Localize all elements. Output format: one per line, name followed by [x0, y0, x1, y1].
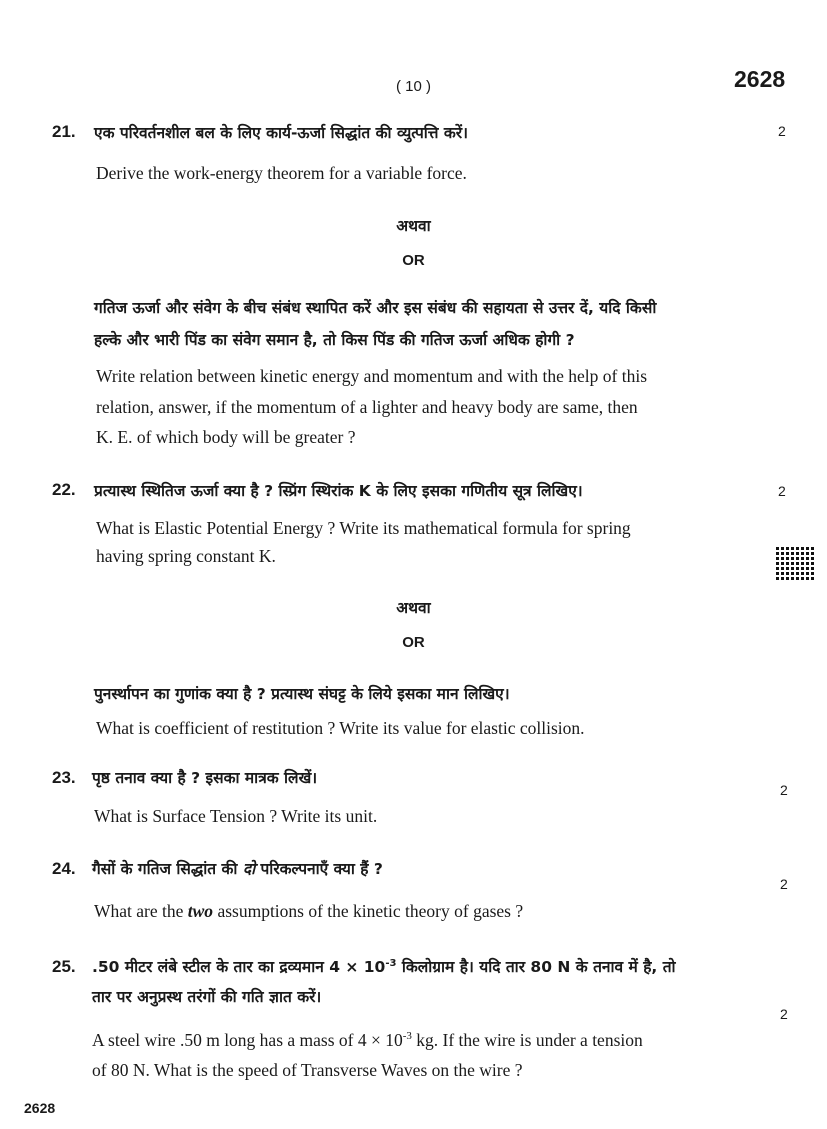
text: kg. If the wire is under a tension: [411, 1030, 643, 1050]
paper-code: 2628: [734, 66, 786, 92]
question-number: 23.: [52, 768, 76, 787]
question-english: What is Elastic Potential Energy ? Write its mathematical formula for spring: [96, 518, 631, 538]
alt-english: What is coefficient of restitution ? Write its value for elastic collision.: [96, 718, 585, 738]
page-number: ( 10 ): [395, 78, 431, 95]
text: What are the: [94, 901, 184, 921]
question-hindi: प्रत्यास्थ स्थितिज ऊर्जा क्या है ? स्प्रिंग स्थिरांक K के लिए इसका गणितीय सूत्र लिखिए।: [94, 482, 583, 500]
question-english: [94, 901, 523, 922]
alt-english-line: relation, answer, if the momentum of a lighter and heavy body are same, then: [96, 397, 638, 417]
superscript: -3: [385, 957, 397, 969]
alt-hindi-line: गतिज ऊर्जा और संवेग के बीच संबंध स्थापित करें और इस संबंध की सहायता से उत्तर दें, यदि किसी: [94, 299, 657, 317]
text: परिकल्पनाएँ क्या हैं ?: [260, 860, 383, 878]
question-english: [92, 1030, 643, 1051]
question-number: 25.: [52, 957, 76, 976]
question-english: having spring constant K.: [96, 546, 276, 566]
marks: 2: [778, 123, 786, 139]
emphasis: two: [187, 901, 214, 921]
alt-english-line: K. E. of which body will be greater ?: [96, 427, 356, 447]
marks: 2: [780, 876, 788, 892]
marks: 2: [780, 1006, 788, 1022]
question-hindi: पृष्ठ तनाव क्या है ? इसका मात्रक लिखें।: [92, 769, 318, 787]
text: assumptions of the kinetic theory of gases ?: [217, 901, 524, 921]
question-hindi: [92, 857, 383, 879]
footer-paper-code: 2628: [24, 1100, 56, 1116]
text: A steel wire .50 m long has a mass of 4 × 10: [92, 1030, 403, 1050]
marks: 2: [780, 782, 788, 798]
question-english: What is Surface Tension ? Write its unit.: [94, 806, 378, 826]
alt-hindi-line: हल्के और भारी पिंड का संवेग समान है, तो किस पिंड की गतिज ऊर्जा अधिक होगी ?: [94, 331, 575, 349]
text: गैसों के गतिज सिद्धांत की: [92, 860, 238, 878]
qr-code-icon: [776, 546, 814, 580]
or-english: OR: [402, 634, 425, 651]
or-hindi: अथवा: [396, 217, 431, 235]
question-hindi: तार पर अनुप्रस्थ तरंगों की गति ज्ञात करें।: [92, 988, 322, 1006]
question-number: 22.: [52, 480, 76, 499]
question-english: of 80 N. What is the speed of Transverse Waves on the wire ?: [92, 1060, 523, 1080]
alt-hindi: पुनर्स्थापन का गुणांक क्या है ? प्रत्यास्थ संघट्ट के लिये इसका मान लिखिए।: [94, 685, 510, 703]
alt-english-line: Write relation between kinetic energy and momentum and with the help of this: [96, 366, 648, 386]
text: किलोग्राम है। यदि तार 80 N के तनाव में है, तो: [396, 958, 676, 976]
question-hindi: [92, 955, 676, 977]
marks: 2: [778, 483, 786, 499]
question-hindi: एक परिवर्तनशील बल के लिए कार्य-ऊर्जा सिद्धांत की व्युत्पत्ति करें।: [94, 124, 469, 142]
superscript: -3: [402, 1030, 412, 1043]
question-number: 24.: [52, 859, 76, 878]
question-number: 21.: [52, 122, 76, 141]
or-english: OR: [402, 252, 425, 269]
text: .50 मीटर लंबे स्टील के तार का द्रव्यमान 4 × 10: [92, 958, 386, 976]
emphasis: दो: [242, 860, 256, 878]
or-hindi: अथवा: [396, 599, 431, 617]
question-english: Derive the work-energy theorem for a variable force.: [96, 163, 467, 183]
